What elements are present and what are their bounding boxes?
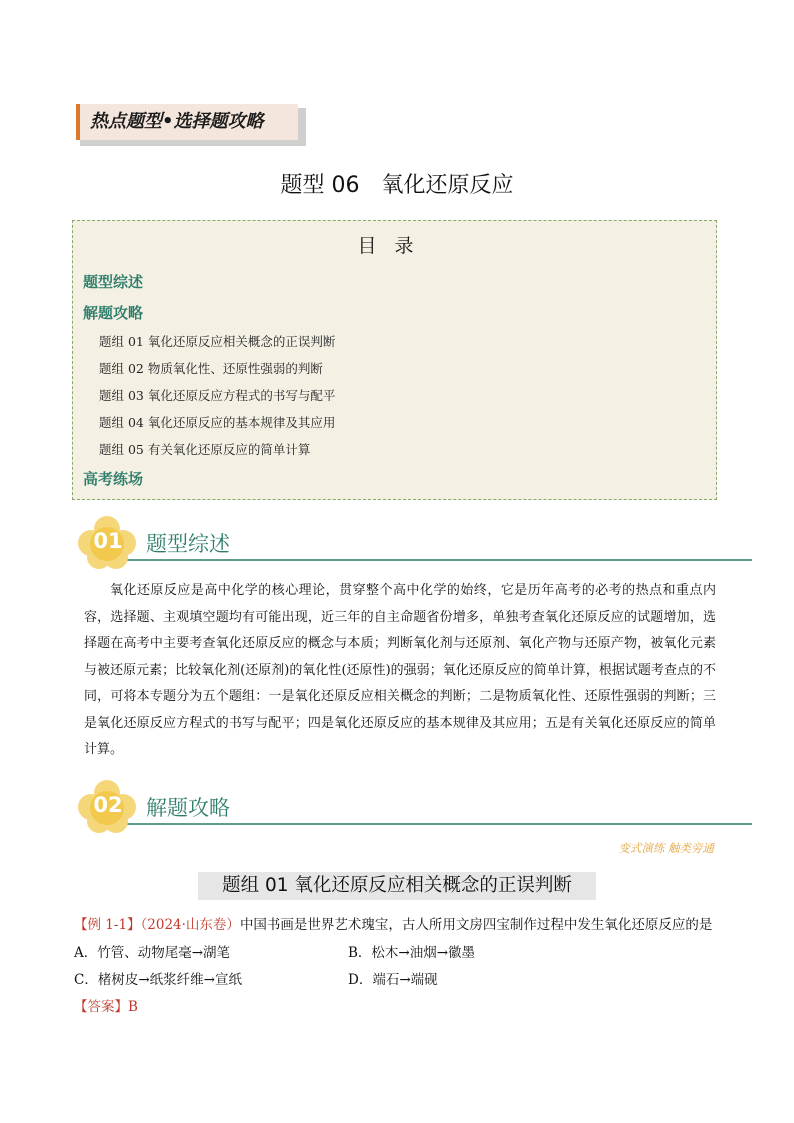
banner-text: 热点题型•选择题攻略 bbox=[76, 104, 298, 140]
example-source: （2024·山东卷） bbox=[140, 917, 240, 933]
section-number: 01 bbox=[93, 529, 123, 553]
example-tag: 【例 1-1】 bbox=[74, 917, 141, 933]
toc-link-strategy[interactable]: 解题攻略 bbox=[83, 304, 144, 322]
section-number: 02 bbox=[93, 793, 123, 817]
group-01-title: 题组 01 氧化还原反应相关概念的正误判断 bbox=[198, 872, 596, 900]
section-divider bbox=[122, 559, 752, 561]
section-01-heading bbox=[78, 516, 718, 570]
toc-link-group-05[interactable]: 题组 05 有关氧化还原反应的简单计算 bbox=[99, 442, 311, 457]
option-d: D．端石→端砚 bbox=[348, 972, 438, 988]
toc-heading: 目录 bbox=[357, 235, 432, 257]
toc-link-group-02[interactable]: 题组 02 物质氧化性、还原性强弱的判断 bbox=[99, 361, 323, 376]
table-of-contents bbox=[72, 220, 717, 500]
section-label: 题型综述 bbox=[146, 532, 230, 556]
title-name: 氧化还原反应 bbox=[381, 173, 514, 198]
section-label: 解题攻略 bbox=[146, 796, 230, 820]
page-title bbox=[0, 168, 794, 199]
toc-link-overview[interactable]: 题型综述 bbox=[83, 273, 144, 291]
title-prefix: 题型 06 bbox=[280, 173, 360, 198]
section-divider bbox=[122, 823, 752, 825]
toc-link-group-03[interactable]: 题组 03 氧化还原反应方程式的书写与配平 bbox=[99, 388, 336, 403]
option-a: A．竹管、动物尾毫→湖笔 bbox=[74, 945, 231, 961]
toc-link-practice[interactable]: 高考练场 bbox=[83, 470, 144, 488]
overview-paragraph: 氧化还原反应是高中化学的核心理论，贯穿整个高中化学的始终，它是历年高考的必考的热点和重点内容，选择题、主观填空题均有可能出现，近三年的自主命题省份增多，单独考查氧化还原反应的试题增加，选择题在高考中主要考查氧化还原反应的概念与本质；判断氧化剂与还原剂、氧化产物与还原产物，被氧化元素与被还原元素；比较氧化剂(还原剂)的氧化性(还原性)的强弱；氧化还原反应的简单计算，根据试题考查点的不同，可将本专题分为五个题组：一是氧化还原反应相关概念的判断；二是物质氧化性、还原性强弱的判断；三是氧化还原反应方程式的书写与配平；四是氧化还原反应的基本规律及其应用；五是有关氧化还原反应的简单计算。 bbox=[84, 583, 716, 757]
answer-label: 【答案】 bbox=[74, 999, 128, 1015]
section-02-heading bbox=[78, 780, 718, 834]
example-question bbox=[74, 913, 734, 933]
toc-link-group-04[interactable]: 题组 04 氧化还原反应的基本规律及其应用 bbox=[99, 415, 336, 430]
header-banner bbox=[76, 104, 304, 144]
toc-link-group-01[interactable]: 题组 01 氧化还原反应相关概念的正误判断 bbox=[99, 334, 336, 349]
option-c: C．楮树皮→纸浆纤维→宣纸 bbox=[74, 972, 242, 988]
option-b: B．松木→油烟→徽墨 bbox=[348, 945, 476, 961]
example-question-text: 中国书画是世界艺术瑰宝，古人所用文房四宝制作过程中发生氧化还原反应的是 bbox=[239, 917, 713, 933]
answer-line bbox=[74, 995, 138, 1015]
tagline: 变式演练 触类旁通 bbox=[618, 841, 714, 855]
answer-value: B bbox=[128, 999, 138, 1015]
